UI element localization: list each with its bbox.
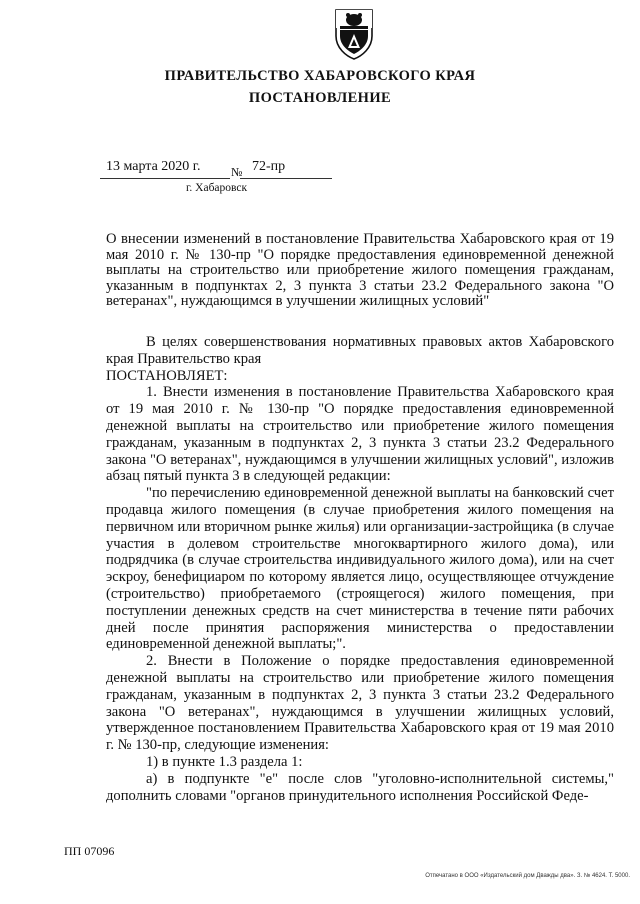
- date-underline: [100, 178, 230, 179]
- resolves-heading: ПОСТАНОВЛЯЕТ:: [106, 367, 228, 384]
- document-title: О внесении изменений в постановление Правительства Хабаровского края от 19 мая 2010 г. № 130-пр "О порядке предоставления единовременной денежной выплаты на строительство или приобретение жилого помещения гражданам, указанным в подпунктах 2, 3 пункта 3 статьи 23.2 Федерального закона "О ветеранах", нуждающимся в улучшении жилищных условий": [106, 231, 614, 310]
- number-sign: №: [231, 165, 243, 179]
- document-date: 13 марта 2020 г.: [106, 159, 201, 174]
- preamble-paragraph: В целях совершенствования нормативных правовых актов Хабаровского края Правительство края: [106, 334, 614, 367]
- number-underline: [240, 178, 332, 179]
- city-name: г. Хабаровск: [186, 182, 248, 194]
- government-name: ПРАВИТЕЛЬСТВО ХАБАРОВСКОГО КРАЯ: [164, 68, 476, 84]
- quoted-paragraph: "по перечислению единовременной денежной выплаты на банковский счет продавца жилого помещения (в случае приобретения жилого помещения на первичном или вторичном рынке жилья) или организации-застройщика (в случае участия в долевом строительстве многоквартирного жилого дома), или подрядчика (в случае строительства индивидуального жилого дома), или на счет эскроу, бенефициаром по которому является лицо, осуществляющее отчуждение (строительство) приобретаемого (строящегося) жилого помещения, при поступлении денежных средств на счет министерства в течение пяти рабочих дней после принятия распоряжения министерства о предоставлении единовременной денежной выплаты;".: [106, 485, 614, 653]
- item-1-paragraph: 1. Внести изменения в постановление Правительства Хабаровского края от 19 мая 2010 г. № 130-пр "О порядке предоставления единовременной денежной выплаты на строительство или приобретение жилого помещения гражданам, указанным в подпунктах 2, 3 пункта 3 статьи 23.2 Федерального закона "О ветеранах", нуждающимся в улучшении жилищных условий", изложив абзац пятый пункта 3 в следующей редакции:: [106, 384, 614, 485]
- document-type: ПОСТАНОВЛЕНИЕ: [248, 90, 392, 106]
- document-number: 72-пр: [252, 159, 286, 174]
- printer-imprint: Отпечатано в ООО «Издательский дом Дважды два». З. № 4624. Т. 5000.: [425, 873, 630, 879]
- item-2-paragraph: 2. Внести в Положение о порядке предоставления единовременной денежной выплаты на строительство или приобретение жилого помещения гражданам, указанным в подпунктах 2, 3 пункта 3 статьи 23.2 Федерального закона "О ветеранах", нуждающимся в улучшении жилищных условий, утвержденное постановлением Правительства Хабаровского края от 19 мая 2010 г. № 130-пр, следующие изменения:: [106, 653, 614, 754]
- subitem-1-paragraph: 1) в пункте 1.3 раздела 1:: [146, 753, 303, 770]
- subitem-a-paragraph: а) в подпункте "е" после слов "уголовно-исполнительной системы," дополнить словами "органов принудительного исполнения Российской Феде-: [106, 770, 614, 804]
- document-body: [106, 334, 614, 804]
- document-code: ПП 07096: [64, 844, 115, 858]
- coat-of-arms-icon: [332, 6, 376, 60]
